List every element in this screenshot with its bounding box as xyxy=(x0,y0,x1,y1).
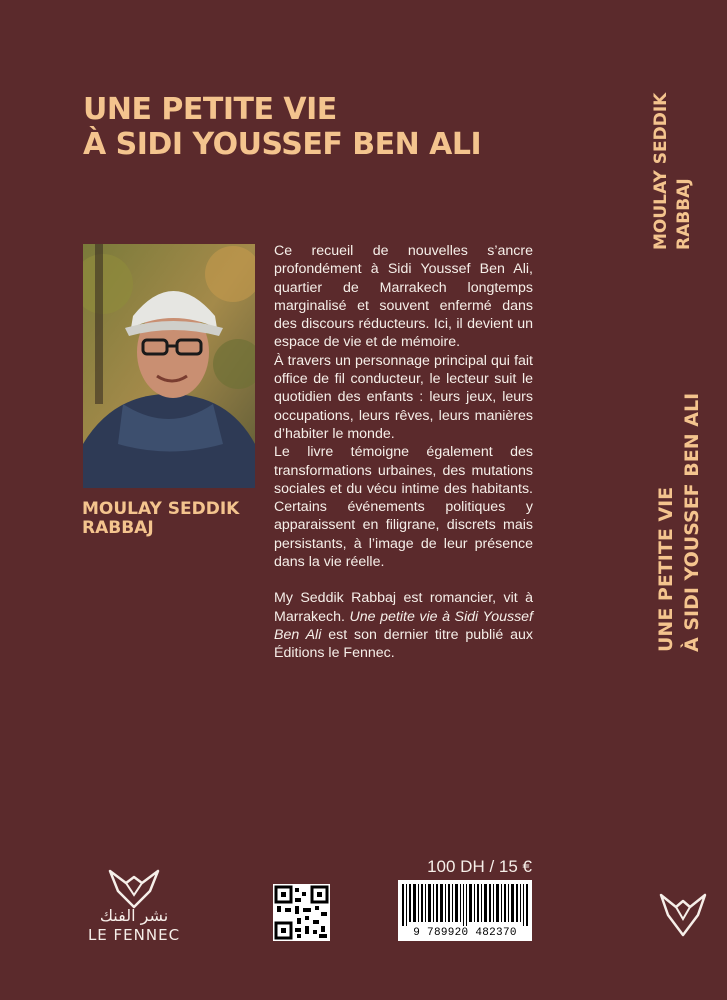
blurb-paragraph-2: À travers un personnage principal qui fait office de fil conducteur, le lecteur suit le quotidien des enfants : leurs jeux, leurs occupations, leurs rêves, leurs manières d’habiter le monde. xyxy=(274,352,533,442)
book-title xyxy=(83,92,481,162)
publisher-logo xyxy=(79,869,189,943)
fennec-logo-icon xyxy=(104,869,164,909)
spine-author xyxy=(650,93,696,250)
book-price: 100 DH / 15 € xyxy=(427,857,532,876)
author-bio-start: My Seddik Rabbaj est romancier, vit à Marrakech. xyxy=(274,590,533,625)
isbn-number: 9 789920 482370 xyxy=(413,927,517,939)
publisher-name: LE FENNEC xyxy=(87,926,181,944)
blurb-paragraph-1: Ce recueil de nouvelles s’ancre profondément à Sidi Youssef Ben Ali, quartier de Marrakech longtemps marginalisé et souvent enfermé dans des discours réducteurs. Ici, il devient un espace de vie et de mémoire. xyxy=(274,243,533,351)
author-photo xyxy=(83,244,255,488)
author-name-line1: MOULAY SEDDIK xyxy=(82,499,240,519)
author-bio-title: Une petite vie à Sidi Youssef Ben Ali xyxy=(274,608,533,643)
fennec-mark-icon xyxy=(659,891,707,939)
author-name xyxy=(82,500,239,538)
spine-author-line2: RABBAJ xyxy=(674,178,694,250)
author-name-line2: RABBAJ xyxy=(82,518,154,538)
back-cover-blurb xyxy=(274,242,533,663)
blurb-paragraph-3: Le livre témoigne également des transformations urbaines, des mutations sociales et du vécu intime des habitants. Certains événements politiques y apparaissent en filigrane, discrets mais persistants, à l’image de leur présence dans la vie réelle. xyxy=(274,444,533,571)
qr-code-icon xyxy=(273,884,330,941)
author-bio-end: est son dernier titre publié aux Éditions le Fennec. xyxy=(274,626,533,662)
barcode-icon xyxy=(398,880,532,941)
publisher-name-arabic: نشر الفنك xyxy=(99,906,169,925)
spine-title-line2: À SIDI YOUSSEF BEN ALI xyxy=(681,392,703,652)
book-title-line2: À SIDI YOUSSEF BEN ALI xyxy=(83,127,482,162)
book-title-line1: UNE PETITE VIE xyxy=(83,92,337,127)
spine-title-line1: UNE PETITE VIE xyxy=(655,486,677,652)
author-bio xyxy=(274,589,533,662)
spine-author-line1: MOULAY SEDDIK xyxy=(651,92,671,250)
spine-title xyxy=(653,393,705,652)
